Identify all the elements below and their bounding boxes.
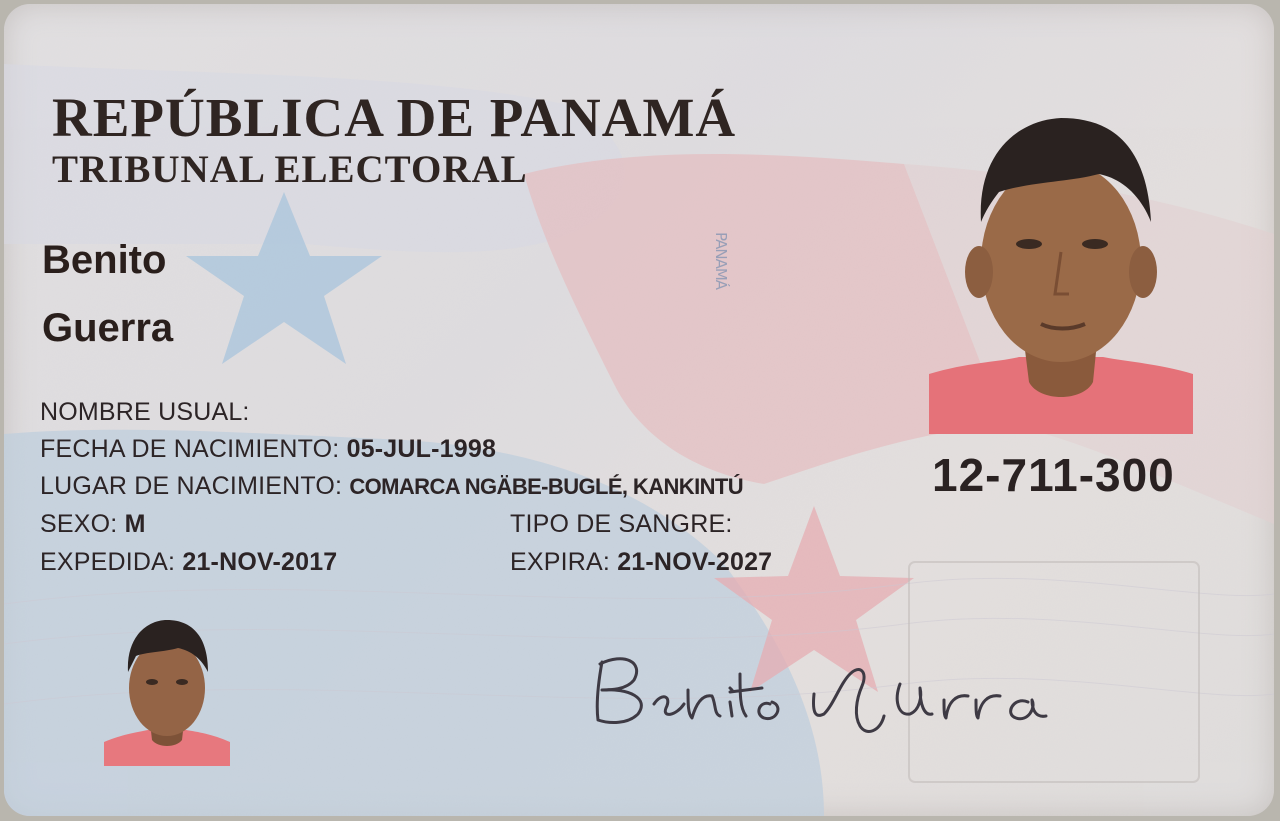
portrait-photo [929, 112, 1193, 434]
first-name: Benito [42, 238, 167, 282]
holder-signature [584, 644, 1204, 754]
ghost-portrait-photo [104, 616, 230, 766]
lugar-nacimiento-value: COMARCA NGÄBE-BUGLÉ, KANKINTÚ [349, 474, 744, 499]
expira-label: EXPIRA: [510, 548, 611, 576]
lugar-nacimiento-label: LUGAR DE NACIMIENTO: [40, 472, 343, 500]
fecha-nacimiento-label: FECHA DE NACIMIENTO: [40, 435, 340, 463]
expira-value: 21-NOV-2027 [617, 548, 773, 576]
nombre-usual-label: NOMBRE USUAL: [40, 398, 250, 426]
vertical-watermark-text: PANAMÁ [712, 232, 730, 290]
tipo-sangre-label: TIPO DE SANGRE: [510, 510, 733, 538]
country-title: REPÚBLICA DE PANAMÁ [52, 87, 737, 148]
expedida-value: 21-NOV-2017 [182, 548, 338, 576]
field-tipo-sangre [510, 510, 732, 539]
field-nombre-usual [40, 398, 250, 427]
id-number: 12-711-300 [932, 449, 1175, 501]
field-fecha-nacimiento [40, 435, 496, 464]
id-card [4, 4, 1274, 816]
issuer-title: TRIBUNAL ELECTORAL [52, 148, 528, 191]
last-name: Guerra [42, 306, 174, 350]
field-expira [510, 548, 772, 577]
sexo-value: M [124, 510, 146, 538]
fecha-nacimiento-value: 05-JUL-1998 [346, 435, 497, 463]
field-sexo [40, 510, 146, 539]
sexo-label: SEXO: [40, 510, 118, 538]
field-lugar-nacimiento [40, 472, 743, 501]
expedida-label: EXPEDIDA: [40, 548, 176, 576]
field-expedida [40, 548, 337, 577]
